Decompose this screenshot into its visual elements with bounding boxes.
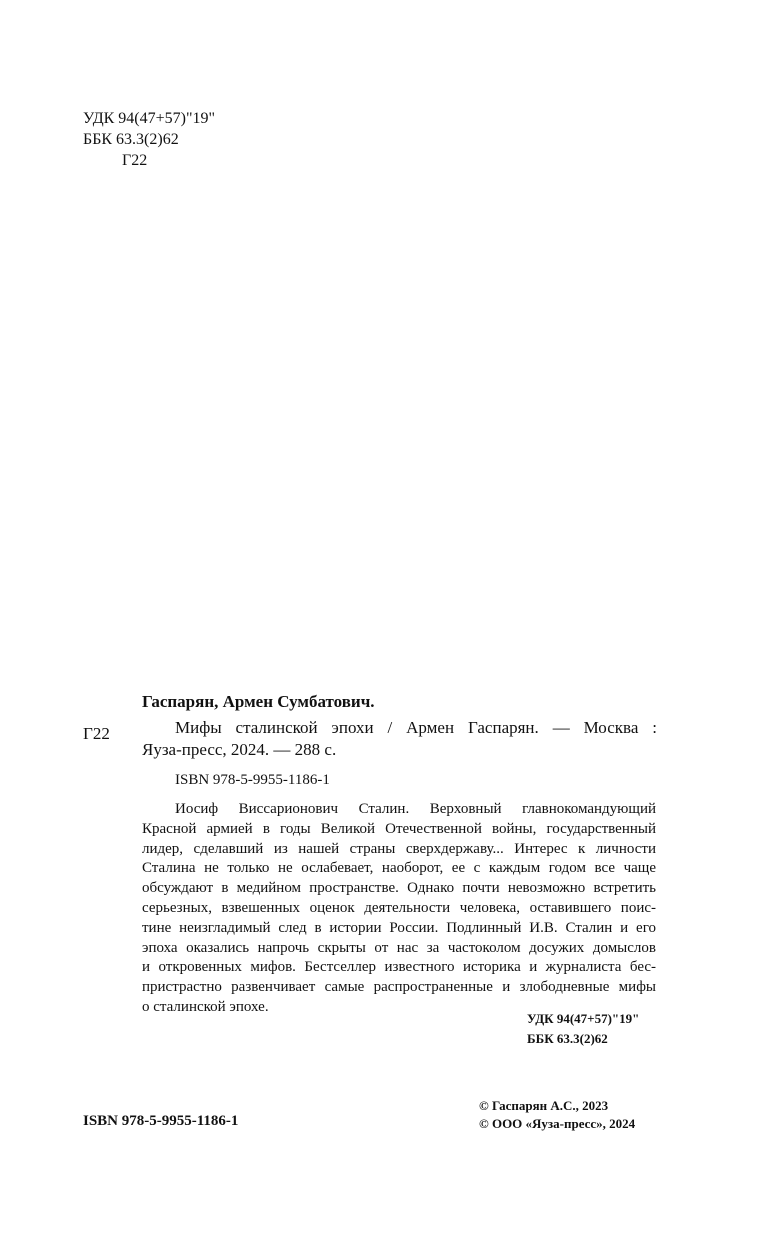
author-heading: Гаспарян, Армен Сумбатович. bbox=[142, 692, 375, 711]
annotation-line: обсуждают в медийном пространстве. Однако почти невозможно встретить bbox=[142, 880, 656, 897]
author-mark-top: Г22 bbox=[122, 152, 148, 169]
annotation-line: пристрастно развенчивает самые распространенные и злободневные мифы bbox=[142, 979, 656, 996]
bbk-code-bottom: ББК 63.3(2)62 bbox=[527, 1031, 608, 1046]
annotation-line: и откровенных мифов. Бестселлер известного историка и журналиста бес- bbox=[142, 959, 656, 976]
annotation-paragraph bbox=[142, 800, 656, 1018]
annotation-line: Красной армией в годы Великой Отечественной войны, государственный bbox=[142, 820, 656, 837]
annotation-line: лидер, сделавший из нашей страны сверхдержаву... Интерес к личности bbox=[142, 840, 656, 857]
udk-code-top: УДК 94(47+57)"19" bbox=[83, 110, 216, 127]
title-line-1: Мифы сталинской эпохи / Армен Гаспарян. — Москва : bbox=[175, 718, 657, 737]
isbn-footer: ISBN 978-5-9955-1186-1 bbox=[83, 1113, 239, 1129]
annotation-line: Сталина не только не ослабевает, наоборот, ее с каждым годом все чаще bbox=[142, 860, 656, 877]
annotation-line: тине неизгладимый след в истории России. Подлинный И.В. Сталин и его bbox=[142, 919, 656, 936]
title-line-2: Яуза-пресс, 2024. — 288 с. bbox=[142, 740, 337, 759]
udk-code-bottom: УДК 94(47+57)"19" bbox=[527, 1011, 640, 1026]
copyright-publisher: © ООО «Яуза-пресс», 2024 bbox=[479, 1116, 636, 1131]
annotation-line: Иосиф Виссарионович Сталин. Верховный главнокомандующий bbox=[175, 801, 656, 817]
bbk-code-top: ББК 63.3(2)62 bbox=[83, 131, 179, 148]
annotation-line: эпоха оказались напрочь скрыты от нас за частоколом досужих домыслов bbox=[142, 939, 656, 956]
author-mark-left: Г22 bbox=[83, 724, 110, 743]
annotation-line: о сталинской эпохе. bbox=[142, 998, 269, 1015]
annotation-line: серьезных, взвешенных оценок деятельности человека, оставившего поис- bbox=[142, 899, 656, 916]
copyright-author: © Гаспарян А.С., 2023 bbox=[479, 1098, 609, 1113]
isbn-inline: ISBN 978-5-9955-1186-1 bbox=[175, 772, 330, 788]
